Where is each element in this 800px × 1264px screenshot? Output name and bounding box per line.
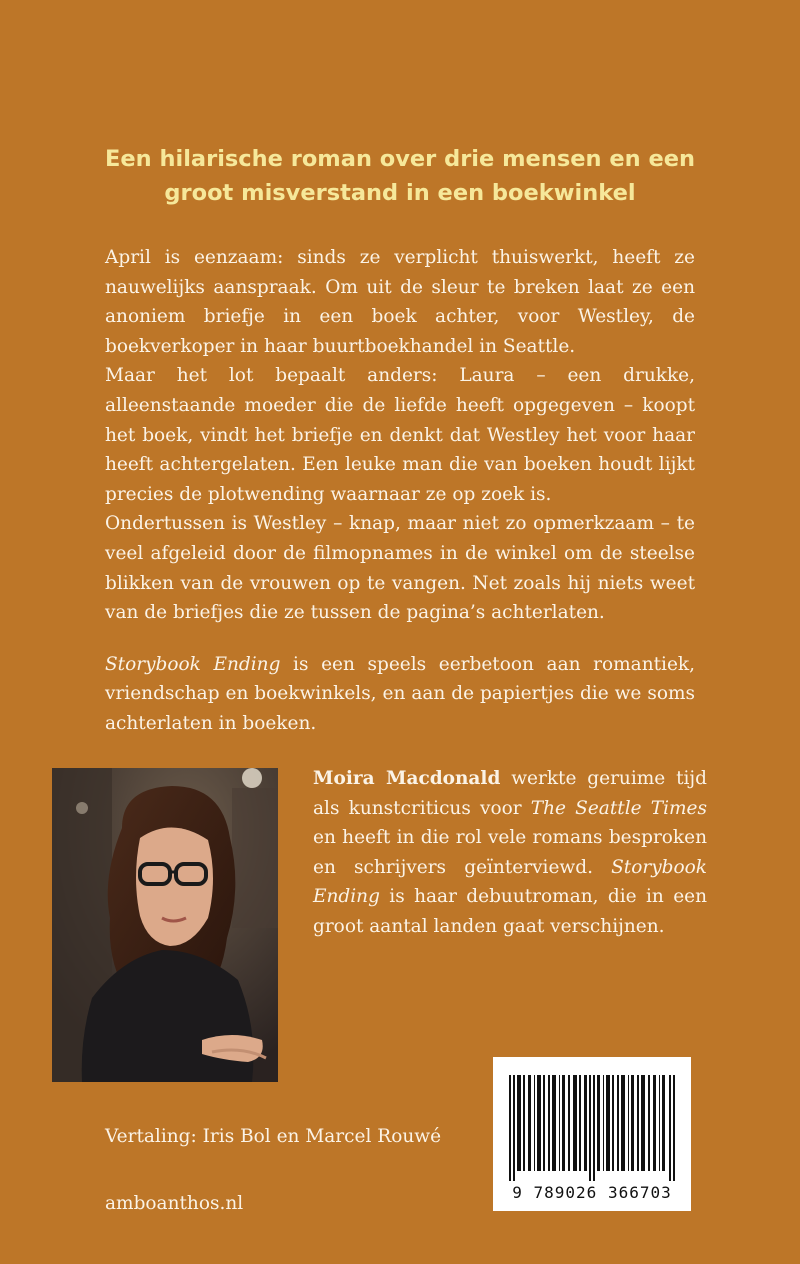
closing-book-title: Storybook Ending (105, 653, 281, 675)
blurb (105, 243, 695, 739)
author-bio (313, 764, 707, 942)
author-name: Moira Macdonald (313, 768, 501, 789)
blurb-paragraph-1: April is eenzaam: sinds ze verplicht thuiswerkt, heeft ze nauwelijks aanspraak. Om uit de sleur te breken laat ze een anoniem briefje in een boek achter, voor Westley, de boekverkoper in haar buurtboekhandel in Seattle. (105, 247, 695, 357)
blurb-closing (105, 650, 695, 739)
headline-line-2: groot misverstand in een boekwinkel (164, 180, 636, 206)
isbn-number: 9 789026 366703 (512, 1183, 672, 1202)
translator-credit: Vertaling: Iris Bol en Marcel Rouwé (105, 1126, 442, 1147)
bio-text-2: en heeft in die rol vele romans besproken en schrijvers geïnterviewd. (313, 827, 707, 878)
bio-newspaper: The Seattle Times (530, 797, 707, 819)
closing-text: is een speels eerbetoon aan romantiek, vriendschap en boekwinkels, en aan de papiertjes die we soms achterlaten in boeken. (105, 653, 696, 734)
bio-book-title: Storybook Ending (313, 856, 707, 908)
barcode-icon (507, 1075, 677, 1181)
barcode-box (493, 1057, 691, 1211)
blurb-paragraph-3: Ondertussen is Westley – knap, maar niet zo opmerkzaam – te veel afgeleid door de filmopnames in de winkel om de steelse blikken van de vrouwen op te vangen. Net zoals hij niets weet van de briefjes die ze tussen de pagina’s achterlaten. (105, 513, 695, 624)
bio-text-3: is haar debuutroman, die in een groot aantal landen gaat verschijnen. (313, 886, 707, 937)
back-cover-headline (60, 142, 740, 210)
publisher-website: amboanthos.nl (105, 1193, 244, 1214)
blurb-paragraph-2: Maar het lot bepaalt anders: Laura – een drukke, alleenstaande moeder die de liefde heeft opgegeven – koopt het boek, vindt het briefje en denkt dat Westley het voor haar heeft achtergelaten. Een leuke man die van boeken houdt lijkt precies de plotwending waarnaar ze op zoek is. (105, 365, 695, 505)
bio-text-1: werkte geruime tijd als kunstcriticus voor (313, 768, 707, 819)
headline-line-1: Een hilarische roman over drie mensen en een (105, 146, 695, 172)
author-photo (52, 768, 278, 1082)
